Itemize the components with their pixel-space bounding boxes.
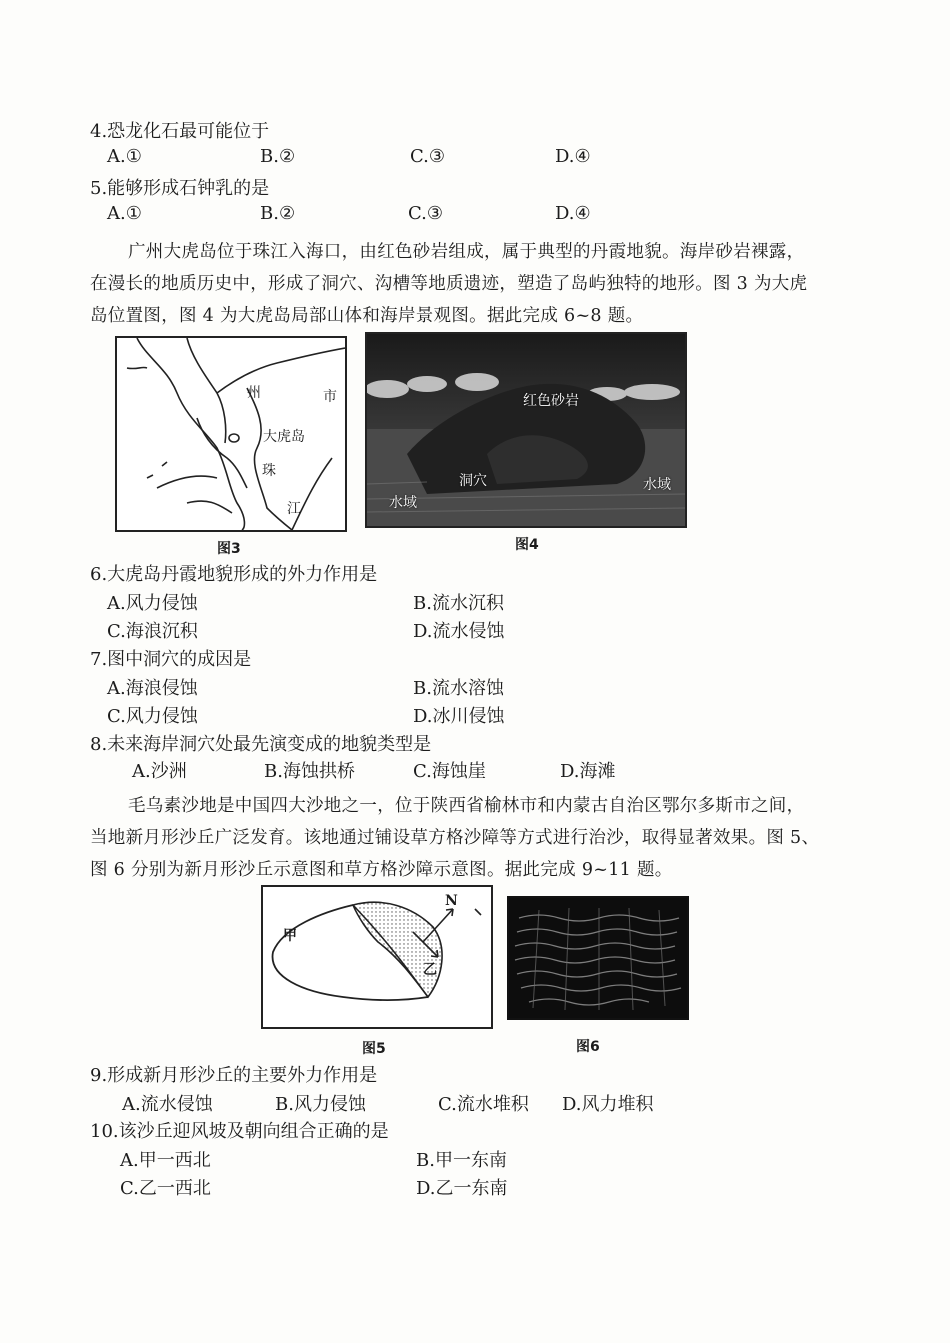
q5-option-a: A.① <box>107 203 142 224</box>
sand-barrier-drawing <box>509 898 687 1018</box>
q6-stem: 6.大虎岛丹霞地貌形成的外力作用是 <box>90 564 378 585</box>
compass-north-label: N <box>445 893 458 909</box>
passage1-line3: 岛位置图，图 4 为大虎岛局部山体和海岸景观图。据此完成 6~8 题。 <box>90 306 644 326</box>
q9-option-d: D.风力堆积 <box>562 1094 654 1115</box>
q9-option-b: B.风力侵蚀 <box>275 1094 366 1115</box>
q6-option-a: A.风力侵蚀 <box>107 593 198 614</box>
q7-option-d: D.冰川侵蚀 <box>413 706 505 727</box>
q8-option-d: D.海滩 <box>560 761 616 782</box>
q4-option-a: A.① <box>107 146 142 167</box>
q7-stem: 7.图中洞穴的成因是 <box>90 649 252 670</box>
map-drawing <box>117 338 345 530</box>
q9-stem: 9.形成新月形沙丘的主要外力作用是 <box>90 1065 378 1086</box>
q4-option-c: C.③ <box>410 146 445 167</box>
passage1-line1: 广州大虎岛位于珠江入海口，由红色砂岩组成，属于典型的丹霞地貌。海岸砂岩裸露， <box>128 242 805 262</box>
map-label-jiang: 江 <box>287 501 301 517</box>
dune-label-jia: 甲 <box>283 928 297 944</box>
q4-stem: 4.恐龙化石最可能位于 <box>90 121 270 142</box>
q8-option-c: C.海蚀崖 <box>413 761 486 782</box>
q10-option-a: A.甲一西北 <box>120 1150 211 1171</box>
q8-stem: 8.未来海岸洞穴处最先演变成的地貌类型是 <box>90 734 432 755</box>
q5-option-d: D.④ <box>555 203 591 224</box>
figure6-caption: 图6 <box>576 1039 600 1055</box>
passage1-line2: 在漫长的地质历史中，形成了洞穴、沟槽等地质遗迹，塑造了岛屿独特的地形。图 3 为大虎 <box>90 274 808 294</box>
dune-label-yi: 乙 <box>423 962 437 978</box>
figure3-map <box>115 336 347 532</box>
map-label-zhou: 州 <box>247 385 261 401</box>
photo-label-rock: 红色砂岩 <box>523 393 579 409</box>
q7-option-b: B.流水溶蚀 <box>413 678 504 699</box>
q6-option-d: D.流水侵蚀 <box>413 621 505 642</box>
figure4-photo <box>365 332 687 528</box>
figure5-caption: 图5 <box>362 1041 386 1057</box>
q4-option-d: D.④ <box>555 146 591 167</box>
figure5-dune <box>261 885 493 1029</box>
passage2-line1: 毛乌素沙地是中国四大沙地之一，位于陕西省榆林市和内蒙古自治区鄂尔多斯市之间， <box>128 796 805 816</box>
q5-option-b: B.② <box>260 203 296 224</box>
q6-option-c: C.海浪沉积 <box>107 621 198 642</box>
q10-stem: 10.该沙丘迎风坡及朝向组合正确的是 <box>90 1121 389 1142</box>
q5-option-c: C.③ <box>408 203 443 224</box>
photo-label-cave: 洞穴 <box>459 473 487 489</box>
q6-option-b: B.流水沉积 <box>413 593 504 614</box>
q5-stem: 5.能够形成石钟乳的是 <box>90 178 270 199</box>
q8-option-a: A.沙洲 <box>132 761 187 782</box>
photo-label-water-left: 水域 <box>389 495 417 511</box>
map-label-zhu: 珠 <box>262 463 276 479</box>
q9-option-c: C.流水堆积 <box>438 1094 529 1115</box>
q4-option-b: B.② <box>260 146 296 167</box>
q10-option-b: B.甲一东南 <box>416 1150 507 1171</box>
map-label-shi: 市 <box>323 389 337 405</box>
passage2-line3: 图 6 分别为新月形沙丘示意图和草方格沙障示意图。据此完成 9~11 题。 <box>90 860 673 880</box>
q10-option-c: C.乙一西北 <box>120 1178 211 1199</box>
q7-option-a: A.海浪侵蚀 <box>107 678 198 699</box>
figure3-caption: 图3 <box>217 541 241 557</box>
q10-option-d: D.乙一东南 <box>416 1178 508 1199</box>
q7-option-c: C.风力侵蚀 <box>107 706 198 727</box>
q8-option-b: B.海蚀拱桥 <box>264 761 355 782</box>
passage2-line2: 当地新月形沙丘广泛发育。该地通过铺设草方格沙障等方式进行治沙，取得显著效果。图 5、 <box>90 828 820 848</box>
q9-option-a: A.流水侵蚀 <box>122 1094 213 1115</box>
photo-label-water-right: 水域 <box>643 477 671 493</box>
figure4-caption: 图4 <box>515 537 539 553</box>
figure6-photo <box>507 896 689 1020</box>
map-label-island: 大虎岛 <box>263 429 305 445</box>
